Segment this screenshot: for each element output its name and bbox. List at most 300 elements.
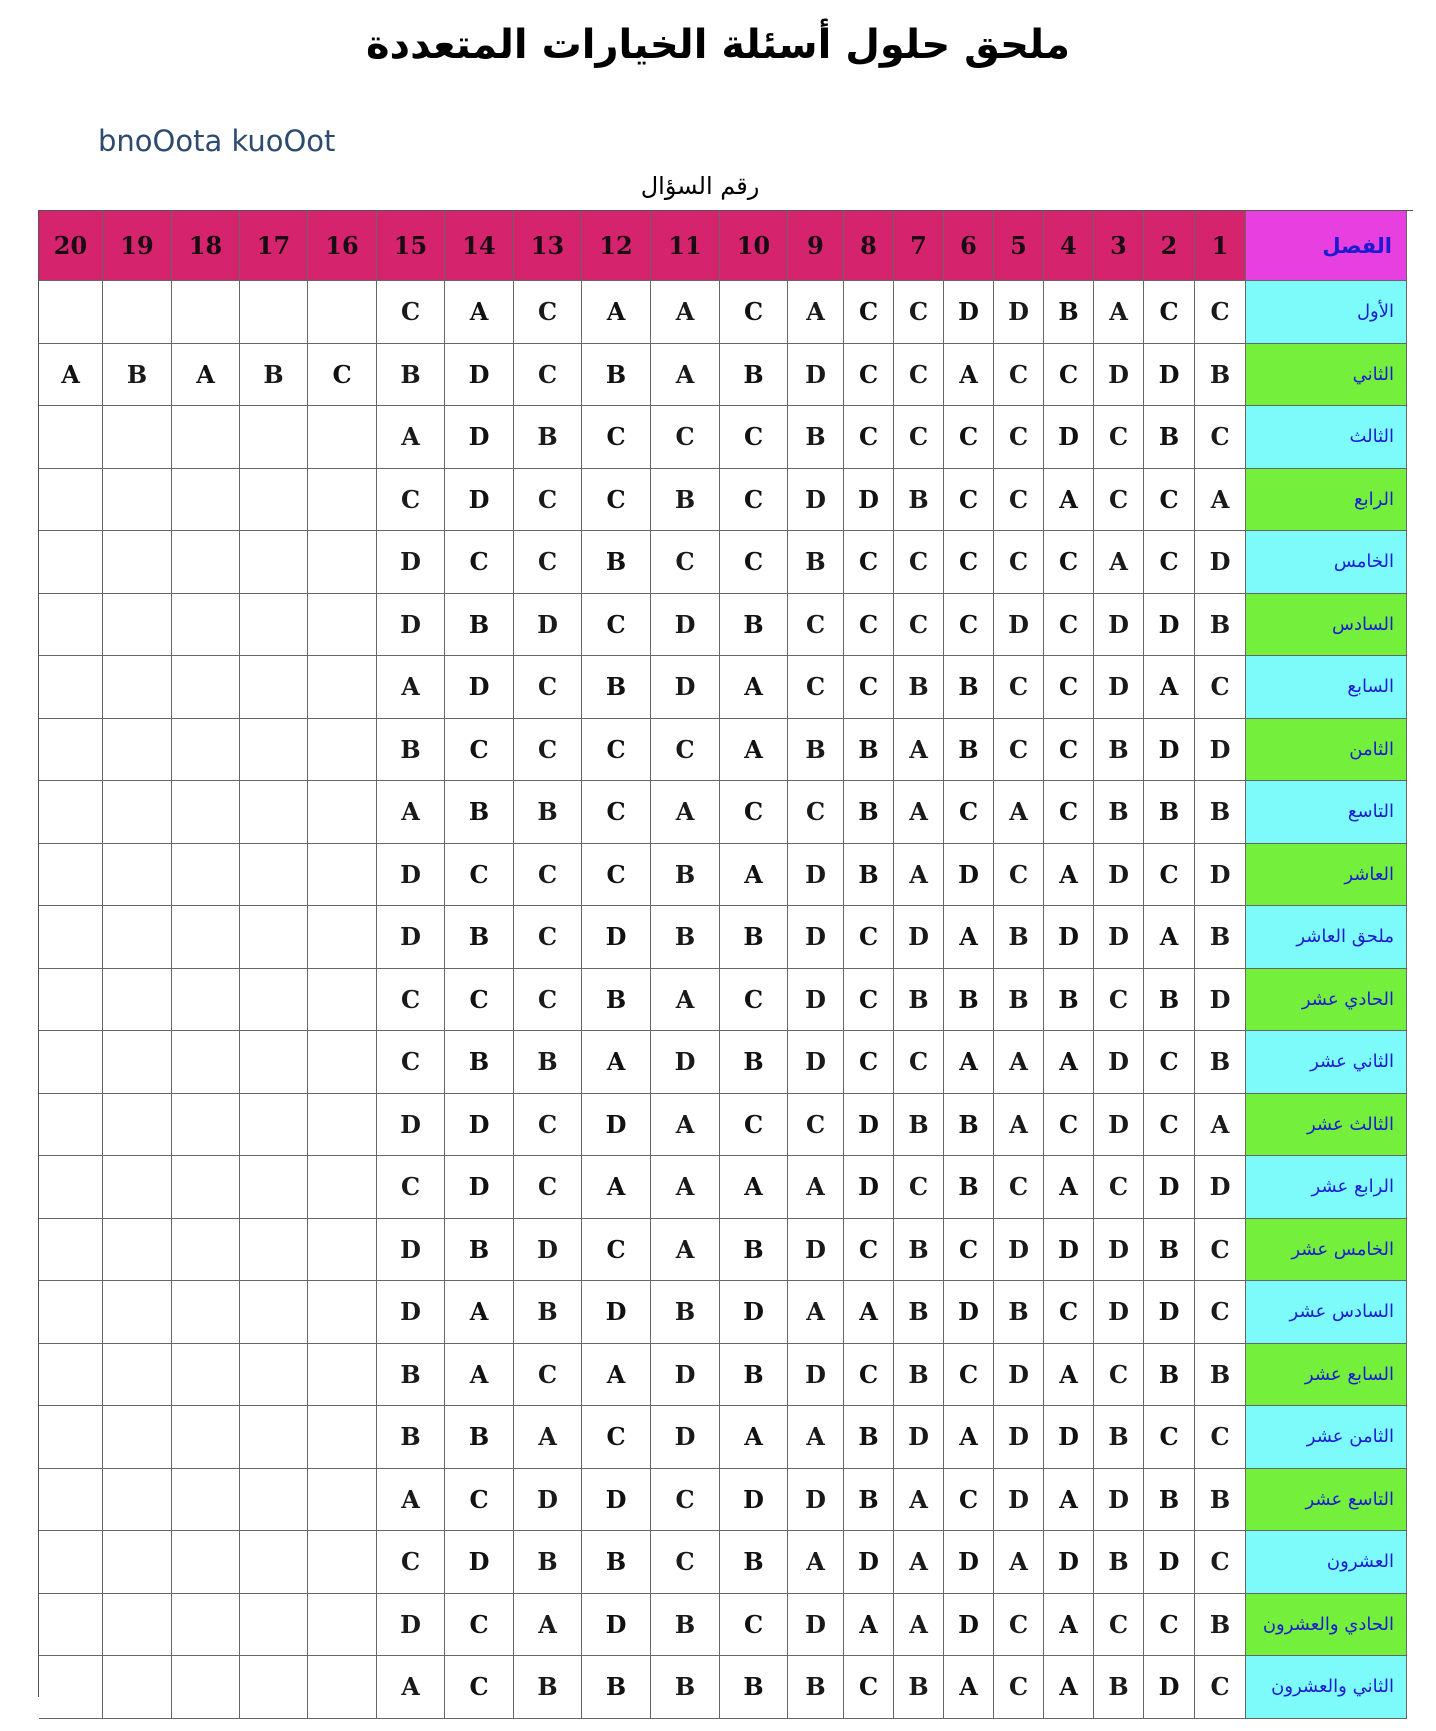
answer-cell: C [1044,531,1094,594]
answer-cell: C [445,531,514,594]
answer-cell: B [582,344,651,407]
answer-cell [103,1031,172,1094]
question-number-header: 18 [172,211,240,281]
answer-cell: D [788,1469,844,1532]
answer-cell: C [1044,1281,1094,1344]
answer-cell: D [1094,906,1144,969]
answer-cell: B [651,844,720,907]
answer-cell: C [651,531,720,594]
answer-cell: C [1094,969,1144,1032]
answer-cell: C [377,281,445,344]
answer-cell: C [788,594,844,657]
question-number-header: 9 [788,211,844,281]
answer-cell: B [720,594,788,657]
answer-cell [308,1469,377,1532]
question-number-header: 2 [1144,211,1195,281]
answer-cell: D [944,844,994,907]
answer-cell: A [377,1469,445,1532]
answer-cell [172,781,240,844]
answer-cell [39,719,103,782]
answer-cell: A [1195,1094,1246,1157]
answer-cell: A [994,1094,1044,1157]
answer-cell [308,1594,377,1657]
answer-cell: D [582,1594,651,1657]
answer-cell: A [377,656,445,719]
answer-cell: D [377,1281,445,1344]
chapter-label: الثاني [1246,344,1407,407]
answer-cell: A [1094,281,1144,344]
answer-cell: C [844,406,894,469]
answer-cell [240,781,308,844]
answer-cell: C [651,719,720,782]
answer-cell: D [445,469,514,532]
answer-cell: A [1044,1594,1094,1657]
answer-cell: D [1144,1281,1195,1344]
answer-cell: D [994,594,1044,657]
answer-cell: A [445,281,514,344]
answer-cell: D [788,1031,844,1094]
answer-cell: C [445,1656,514,1719]
answer-cell: B [788,1656,844,1719]
answer-cell: D [788,344,844,407]
answer-cell: C [582,719,651,782]
answer-cell: D [788,906,844,969]
answer-cell: C [514,844,582,907]
answer-cell [240,906,308,969]
answer-cell [39,1094,103,1157]
answer-cell: C [994,531,1044,594]
answer-cell: A [1044,1031,1094,1094]
answer-cell: B [1195,1469,1246,1532]
answer-cell: A [514,1594,582,1657]
answer-cell: C [994,844,1044,907]
answer-cell: B [514,1531,582,1594]
answer-cell: C [445,1594,514,1657]
answer-cell [39,1531,103,1594]
answer-cell [172,719,240,782]
answer-cell: C [1195,1281,1246,1344]
answer-cell: A [788,1406,844,1469]
answer-cell: D [651,656,720,719]
answer-cell: C [445,969,514,1032]
chapter-label: الحادي عشر [1246,969,1407,1032]
answer-cell: D [377,1219,445,1282]
answer-cell: C [844,1219,894,1282]
answer-cell: C [377,1156,445,1219]
answer-cell: D [720,1281,788,1344]
answer-cell: B [1195,344,1246,407]
answer-cell: B [1044,281,1094,344]
answer-cell: C [894,531,944,594]
answer-cell [240,406,308,469]
answer-cell: D [1144,1656,1195,1719]
answer-cell: D [944,1594,994,1657]
chapter-label: الرابع عشر [1246,1156,1407,1219]
answer-cell: B [240,344,308,407]
answer-cell [103,1594,172,1657]
answer-cell: C [445,844,514,907]
answer-cell: C [1144,281,1195,344]
answer-cell: C [582,1406,651,1469]
answer-cell [39,844,103,907]
answer-cell [308,906,377,969]
answer-cell: B [445,594,514,657]
question-number-header: 13 [514,211,582,281]
answer-cell: D [1094,594,1144,657]
answer-cell: D [514,1469,582,1532]
answer-cell [103,531,172,594]
answer-cell [39,969,103,1032]
answer-cell: C [514,656,582,719]
chapter-label: العشرون [1246,1531,1407,1594]
answer-cell: B [1144,406,1195,469]
answer-cell: D [1094,1281,1144,1344]
answer-cell [172,469,240,532]
answer-cell: B [445,906,514,969]
answer-cell: C [894,1031,944,1094]
answer-cell [39,281,103,344]
answer-cell [172,1594,240,1657]
answer-cell: C [994,656,1044,719]
answer-cell: C [994,1156,1044,1219]
answer-cell: B [894,1281,944,1344]
answer-cell: C [944,531,994,594]
answer-cell: D [1144,1531,1195,1594]
answer-cell: A [445,1344,514,1407]
answer-cell: B [720,1656,788,1719]
answer-cell [172,1156,240,1219]
answer-cell: A [788,281,844,344]
answer-cell: D [651,1406,720,1469]
answer-cell [103,406,172,469]
answer-cell [308,594,377,657]
answer-cell [240,1156,308,1219]
chapter-label: ملحق العاشر [1246,906,1407,969]
answer-cell: C [1044,1094,1094,1157]
answer-cell: B [377,1344,445,1407]
answer-cell: D [994,1469,1044,1532]
answer-cell: C [844,1031,894,1094]
answer-cell: D [844,1531,894,1594]
answer-cell: D [1044,906,1094,969]
question-number-header: 17 [240,211,308,281]
answer-cell: D [788,1594,844,1657]
answer-cell: A [894,1531,944,1594]
answer-cell: D [582,1469,651,1532]
answer-cell: B [844,844,894,907]
answer-cell: A [651,1156,720,1219]
question-number-header: 4 [1044,211,1094,281]
answer-cell [39,594,103,657]
answer-cell: C [651,406,720,469]
answer-cell: C [944,781,994,844]
answer-cell: B [377,719,445,782]
answer-cell: C [844,344,894,407]
chapter-header: الفصل [1246,211,1407,281]
answer-cell [172,1531,240,1594]
answer-cell: A [582,1031,651,1094]
answer-cell: B [445,1406,514,1469]
answer-cell: D [377,1094,445,1157]
answer-cell: C [894,344,944,407]
answer-cell: C [720,781,788,844]
answer-cell: C [894,281,944,344]
answer-cell: C [844,594,894,657]
answer-cell [308,1031,377,1094]
answer-cell: C [1195,656,1246,719]
answer-cell [103,844,172,907]
answer-cell: B [844,1469,894,1532]
answer-cell: C [994,406,1044,469]
answer-cell: C [894,1156,944,1219]
answer-cell: A [514,1406,582,1469]
answer-cell: C [377,969,445,1032]
answer-cell: B [994,1281,1044,1344]
answer-cell: D [844,1156,894,1219]
answer-cell: A [651,781,720,844]
answer-cell: C [377,1531,445,1594]
answer-cell: D [651,1344,720,1407]
answer-cell [103,719,172,782]
answer-cell: D [894,1406,944,1469]
answer-cell: B [651,469,720,532]
answer-cell: A [651,1219,720,1282]
answer-cell: A [582,1156,651,1219]
answer-cell: B [844,781,894,844]
answer-cell: D [377,1594,445,1657]
answer-cell: B [1044,969,1094,1032]
answer-cell: D [445,344,514,407]
answer-cell: A [788,1531,844,1594]
answer-cell: C [582,781,651,844]
answer-cell: C [720,1594,788,1657]
answer-cell [308,281,377,344]
answer-cell: A [582,281,651,344]
answer-cell: C [720,531,788,594]
answer-cell: B [1195,781,1246,844]
answer-cell: D [788,469,844,532]
answer-cell: D [445,656,514,719]
answer-cell: D [944,1281,994,1344]
answer-cell: B [445,1219,514,1282]
answer-cell: A [944,1031,994,1094]
answer-cell: D [844,1094,894,1157]
answer-cell: A [894,719,944,782]
answer-cell: A [1044,469,1094,532]
answer-cell: D [1195,1156,1246,1219]
answer-cell: D [994,281,1044,344]
question-number-header: 1 [1195,211,1246,281]
answer-cell: A [39,344,103,407]
chapter-label: التاسع [1246,781,1407,844]
answer-cell [240,1469,308,1532]
answer-cell [39,1219,103,1282]
chapter-label: التاسع عشر [1246,1469,1407,1532]
answer-cell [172,406,240,469]
answer-cell: B [944,969,994,1032]
answer-cell: C [1094,1344,1144,1407]
answer-cell: A [651,969,720,1032]
answer-cell: D [445,1094,514,1157]
answer-cell: C [944,469,994,532]
answer-cell: C [1144,844,1195,907]
chapter-label: الأول [1246,281,1407,344]
answer-cell: B [514,1656,582,1719]
answer-cell: D [720,1469,788,1532]
answer-cell: B [720,1531,788,1594]
answer-cell: A [844,1594,894,1657]
answer-cell [39,1469,103,1532]
answer-cell: B [1144,1469,1195,1532]
chapter-label: الخامس [1246,531,1407,594]
answer-cell: A [788,1156,844,1219]
answer-cell: D [1094,344,1144,407]
answer-cell [308,1094,377,1157]
answer-cell: B [720,906,788,969]
answer-cell [39,906,103,969]
answer-cell: C [720,969,788,1032]
answer-cell [39,469,103,532]
answer-cell: A [994,781,1044,844]
answer-cell [308,844,377,907]
answer-cell: C [844,906,894,969]
answer-cell: B [1144,969,1195,1032]
answer-cell: D [377,844,445,907]
answer-cell: B [514,1281,582,1344]
answer-cell [39,781,103,844]
answer-cell [103,281,172,344]
question-number-header: 14 [445,211,514,281]
answer-cell: C [514,281,582,344]
answer-cell [103,594,172,657]
answer-cell: A [1044,1469,1094,1532]
answer-cell [308,469,377,532]
answer-cell: D [1144,594,1195,657]
answer-cell [172,1656,240,1719]
answer-cell: D [788,1344,844,1407]
answer-cell: A [1044,844,1094,907]
answer-cell: C [651,1531,720,1594]
answer-cell [308,406,377,469]
answer-cell [39,1281,103,1344]
answer-cell: B [894,656,944,719]
answer-cell: C [788,781,844,844]
answer-cell: C [944,1219,994,1282]
answer-cell: D [788,969,844,1032]
answer-cell [308,531,377,594]
answer-cell: A [788,1281,844,1344]
answer-cell: A [894,1469,944,1532]
question-number-header: 3 [1094,211,1144,281]
answer-cell: D [788,1219,844,1282]
answer-cell [103,1531,172,1594]
answer-cell: B [582,656,651,719]
answer-cell [240,531,308,594]
chapter-label: الخامس عشر [1246,1219,1407,1282]
answer-cell: B [788,719,844,782]
answer-cell: C [844,1344,894,1407]
answer-cell: B [1195,1594,1246,1657]
answer-cell: D [1094,1219,1144,1282]
answer-cell [240,1594,308,1657]
answer-cell: A [651,281,720,344]
answer-cell: A [894,781,944,844]
answer-cell [103,781,172,844]
answer-cell: C [788,656,844,719]
answer-cell: A [944,1656,994,1719]
answer-cell: C [720,406,788,469]
chapter-label: الثالث عشر [1246,1094,1407,1157]
answer-cell: C [1144,1094,1195,1157]
answer-cell: B [651,906,720,969]
answer-cell [39,531,103,594]
answer-cell: C [377,1031,445,1094]
question-number-header: 7 [894,211,944,281]
answer-cell: C [994,719,1044,782]
answer-cell: C [788,1094,844,1157]
answer-cell: C [582,844,651,907]
answer-cell: C [1195,1219,1246,1282]
answer-cell [39,656,103,719]
answer-key-table [38,210,1413,1702]
answer-cell: B [651,1594,720,1657]
answer-cell [172,656,240,719]
answer-cell [240,594,308,657]
answer-cell [172,1031,240,1094]
answer-cell: C [994,469,1044,532]
answer-cell: D [1044,1406,1094,1469]
answer-cell: D [445,1531,514,1594]
answer-cell [39,406,103,469]
answer-cell: B [1144,1344,1195,1407]
answer-cell [172,1469,240,1532]
answer-cell [39,1031,103,1094]
answer-cell [172,844,240,907]
answer-cell: B [514,406,582,469]
answer-cell: D [944,281,994,344]
answer-cell: D [377,906,445,969]
answer-cell: B [1094,719,1144,782]
answer-cell: B [582,969,651,1032]
answer-cell: D [445,1156,514,1219]
answer-cell: C [944,1344,994,1407]
answer-cell: C [308,344,377,407]
answer-cell [308,656,377,719]
answer-cell: A [944,1406,994,1469]
answer-cell: C [582,406,651,469]
answer-cell: C [844,969,894,1032]
answer-cell: D [445,406,514,469]
answer-cell [240,719,308,782]
answer-cell: C [844,281,894,344]
answer-cell [308,1344,377,1407]
answer-cell: D [1094,656,1144,719]
answer-cell [172,1094,240,1157]
answer-cell: C [445,1469,514,1532]
answer-cell: C [514,969,582,1032]
answer-cell: C [582,1219,651,1282]
answer-cell: B [514,1031,582,1094]
chapter-label: السادس عشر [1246,1281,1407,1344]
answer-cell: C [1195,406,1246,469]
answer-cell: B [445,1031,514,1094]
answer-cell: C [720,281,788,344]
answer-cell: B [1094,1406,1144,1469]
answer-cell: D [1144,719,1195,782]
answer-cell [172,281,240,344]
answer-cell: B [944,656,994,719]
answer-cell [103,1406,172,1469]
